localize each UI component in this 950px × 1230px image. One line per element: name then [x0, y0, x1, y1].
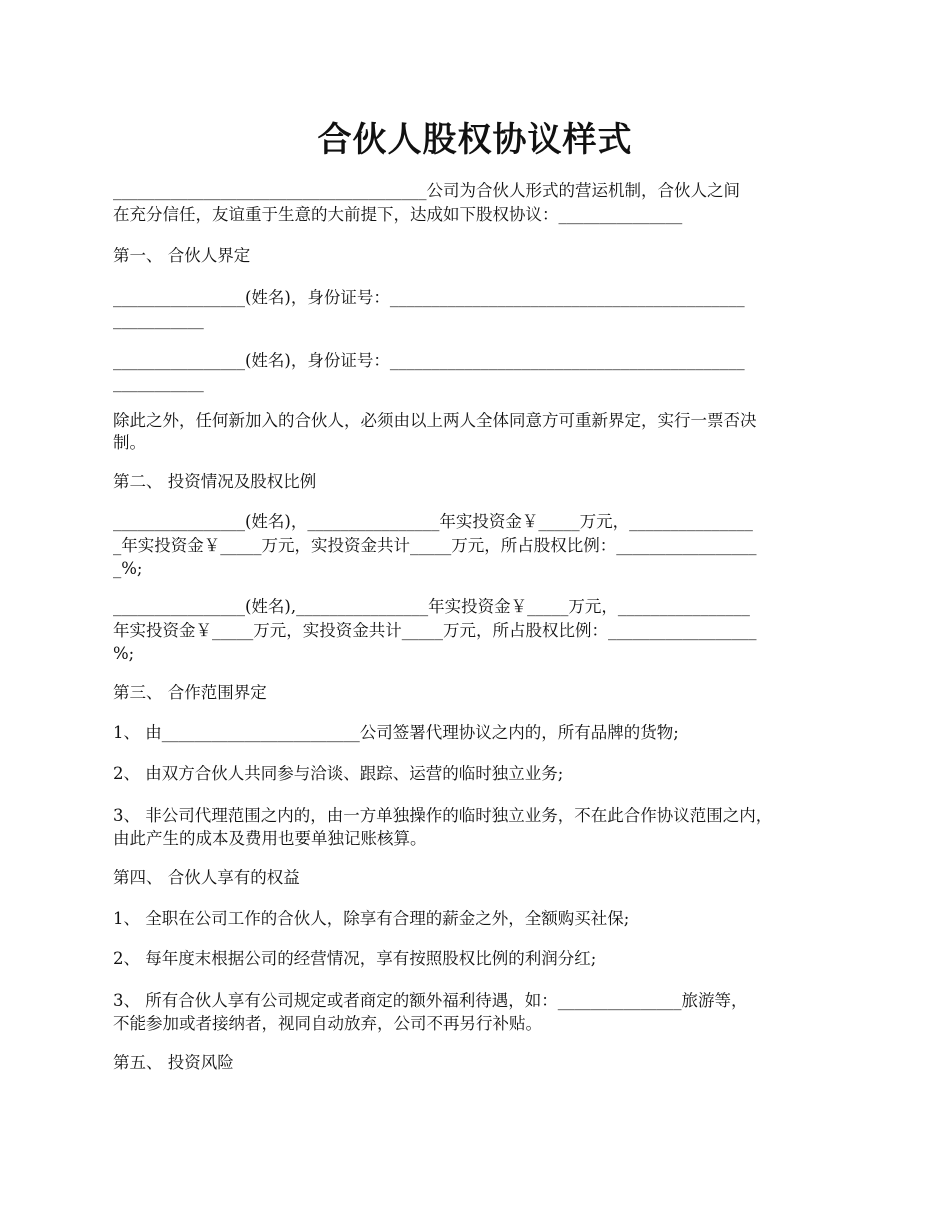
- text-line: 年实投资金￥_____万元，实投资金共计_____万元，所占股权比例：__________________: [113, 621, 757, 640]
- section-heading: 第五、 投资风险: [113, 1053, 234, 1072]
- list-item: 3、 非公司代理范围之内的，由一方单独操作的临时独立业务，不在此合作协议范围之内，: [113, 806, 773, 825]
- text-line: _年实投资金￥_____万元，实投资金共计_____万元，所占股权比例：_________________: [113, 536, 757, 555]
- text-line: _%;: [113, 559, 143, 578]
- list-item: 2、 每年度末根据公司的经营情况，享有按照股权比例的利润分红;: [113, 949, 597, 968]
- section-heading: 第三、 合作范围界定: [113, 683, 267, 702]
- text-line: 不能参加或者接纳者，视同自动放弃，公司不再另行补贴。: [113, 1014, 542, 1033]
- list-item: 1、 由________________________公司签署代理协议之内的，所有品牌的货物;: [113, 723, 679, 742]
- list-item: 3、 所有合伙人享有公司规定或者商定的额外福利待遇，如：_______________旅游等，: [113, 991, 748, 1010]
- text-line: ________________(姓名)，身份证号：___________________________________________: [113, 288, 745, 307]
- text-line: %;: [113, 644, 135, 663]
- list-item: 2、 由双方合伙人共同参与洽谈、跟踪、运营的临时独立业务;: [113, 764, 564, 783]
- section-heading: 第二、 投资情况及股权比例: [113, 472, 317, 491]
- section-heading: 第四、 合伙人享有的权益: [113, 868, 300, 887]
- text-line: 在充分信任，友谊重于生意的大前提下，达成如下股权协议：_______________: [113, 205, 683, 224]
- text-line: ________________(姓名),________________年实投资金￥_____万元，________________: [113, 597, 750, 616]
- text-line: ___________: [113, 310, 204, 329]
- text-line: ________________(姓名)，________________年实投资金￥_____万元，_______________: [113, 512, 753, 531]
- text-line: 制。: [113, 433, 146, 452]
- document-title: 合伙人股权协议样式: [317, 120, 633, 160]
- text-line: ________________(姓名)，身份证号：___________________________________________: [113, 351, 745, 370]
- text-line: ______________________________________公司为合伙人形式的营运机制，合伙人之间: [113, 181, 740, 200]
- text-line: 除此之外，任何新加入的合伙人，必须由以上两人全体同意方可重新界定，实行一票否决: [113, 411, 757, 430]
- section-heading: 第一、 合伙人界定: [113, 246, 251, 265]
- text-line: 由此产生的成本及费用也要单独记账核算。: [113, 829, 427, 848]
- text-line: ___________: [113, 373, 204, 392]
- list-item: 1、 全职在公司工作的合伙人，除享有合理的薪金之外，全额购买社保;: [113, 909, 630, 928]
